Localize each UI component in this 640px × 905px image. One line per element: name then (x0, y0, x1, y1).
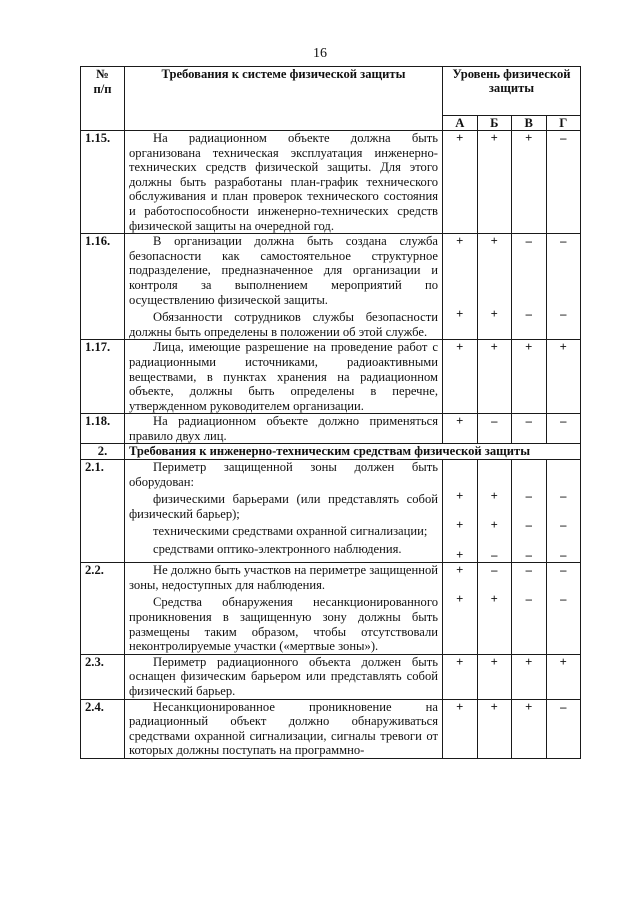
level-mark: + (490, 234, 498, 249)
level-mark: + (456, 518, 464, 533)
level-g-cell (546, 340, 581, 414)
header-level: Уровень физической защиты (443, 67, 581, 116)
level-b-cell (477, 460, 512, 563)
level-mark (482, 533, 508, 548)
header-number (81, 67, 125, 131)
table-row (81, 414, 581, 444)
level-a-cell (443, 563, 478, 655)
level-mark: – (560, 234, 567, 249)
level-v-cell (512, 699, 547, 758)
level-mark: – (525, 234, 532, 249)
section-number: 2. (81, 444, 125, 460)
level-mark: – (491, 563, 498, 578)
level-b-cell (477, 654, 512, 699)
level-mark: – (560, 489, 567, 504)
table-row (81, 340, 581, 414)
header-level-a: А (443, 116, 478, 131)
level-mark: + (456, 414, 464, 429)
requirement-paragraph: Средства обнаружения несанкционированного проникновения в защищенную зону должны быть размещены таким образом, чтобы отсутствовали неконтролируемые участки («мертвые зоны»). (129, 595, 438, 654)
requirement-paragraph: Периметр радиационного объекта должен быть оснащен физическим барьером или представлять собой физический барьер. (129, 654, 438, 698)
level-mark: – (525, 489, 532, 504)
level-mark (447, 578, 473, 593)
level-v-cell (512, 234, 547, 340)
row-number: 1.17. (81, 340, 125, 414)
level-mark (516, 578, 542, 593)
level-mark (516, 533, 542, 548)
level-mark (516, 263, 542, 278)
level-mark: + (490, 592, 498, 607)
header-number-text: № п/п (93, 67, 112, 96)
level-v-cell (512, 340, 547, 414)
level-b-cell (477, 563, 512, 655)
level-mark: – (560, 131, 567, 145)
level-mark (551, 293, 577, 308)
level-mark (482, 249, 508, 264)
level-mark: + (456, 547, 464, 562)
requirement-paragraph: Лица, имеющие разрешение на проведение работ с радиационными источниками, радиоактивными веществами, в пунктах хранения на радиационном объекте, должны быть определены в перечне, утвержденном руководителем организации. (129, 340, 438, 413)
level-a-cell (443, 654, 478, 699)
table-row (81, 131, 581, 234)
level-mark: – (491, 547, 498, 562)
level-g-cell (546, 234, 581, 340)
level-mark: + (559, 654, 567, 669)
page-number: 16 (313, 46, 327, 61)
level-g-cell (546, 414, 581, 444)
level-a-cell (443, 131, 478, 234)
level-mark: – (560, 518, 567, 533)
level-mark: + (525, 131, 533, 145)
level-mark (551, 460, 577, 475)
level-mark (447, 460, 473, 475)
level-mark (551, 249, 577, 264)
level-mark: – (560, 414, 567, 429)
requirement-paragraph: Обязанности сотрудников службы безопасности должны быть определены в положении об этой службе. (129, 310, 438, 339)
level-v-cell (512, 414, 547, 444)
level-mark: – (525, 547, 532, 562)
level-mark (551, 278, 577, 293)
level-mark: – (560, 592, 567, 607)
requirement-paragraph: техническими средствами охранной сигнализации; (153, 524, 428, 539)
level-mark (516, 475, 542, 490)
table-row (81, 563, 581, 655)
requirement-paragraph: В организации должна быть создана служба безопасности как самостоятельное структурное подразделение, предназначенное для организации и контроля за выполнением мероприятий по осуществлению физической защиты. (129, 234, 438, 307)
table-row (81, 654, 581, 699)
level-g-cell (546, 563, 581, 655)
level-mark: + (490, 340, 498, 355)
row-number: 1.18. (81, 414, 125, 444)
level-mark (551, 263, 577, 278)
level-mark (482, 263, 508, 278)
requirement-paragraph: На радиационном объекте должно применяться правило двух лиц. (129, 414, 438, 443)
level-mark: + (456, 340, 464, 355)
level-b-cell (477, 234, 512, 340)
requirement-paragraph: Периметр защищенной зоны должен быть оборудован: (129, 460, 438, 489)
level-mark (551, 578, 577, 593)
level-mark: + (525, 699, 533, 714)
level-mark: – (560, 307, 567, 322)
level-mark (551, 533, 577, 548)
level-mark: + (456, 131, 464, 145)
level-mark (516, 249, 542, 264)
level-mark: – (525, 563, 532, 578)
table-body-section-2 (81, 460, 581, 759)
level-mark (482, 460, 508, 475)
level-mark (447, 263, 473, 278)
level-a-cell (443, 699, 478, 758)
requirement-text (125, 654, 443, 699)
level-mark: + (456, 699, 464, 714)
level-mark: + (490, 131, 498, 145)
requirement-text (125, 131, 443, 234)
level-mark: + (559, 340, 567, 355)
level-mark (447, 475, 473, 490)
level-g-cell (546, 654, 581, 699)
requirement-text (125, 340, 443, 414)
level-mark (482, 475, 508, 490)
level-mark: + (456, 592, 464, 607)
level-a-cell (443, 460, 478, 563)
level-v-cell (512, 654, 547, 699)
level-v-cell (512, 131, 547, 234)
requirement-text (125, 563, 443, 655)
requirement-text (125, 699, 443, 758)
level-mark: – (560, 699, 567, 714)
level-mark (482, 293, 508, 308)
level-b-cell (477, 699, 512, 758)
level-mark (482, 504, 508, 519)
level-mark (482, 578, 508, 593)
level-g-cell (546, 699, 581, 758)
requirement-paragraph: физическими барьерами (или представлять собой физический барьер); (129, 492, 438, 521)
level-mark: + (525, 340, 533, 355)
level-mark (447, 504, 473, 519)
level-b-cell (477, 340, 512, 414)
level-mark: + (490, 489, 498, 504)
row-number: 1.16. (81, 234, 125, 340)
requirement-text (125, 234, 443, 340)
level-mark: + (490, 518, 498, 533)
level-g-cell (546, 460, 581, 563)
level-mark (447, 533, 473, 548)
header-level-b: Б (477, 116, 512, 131)
level-mark: + (456, 563, 464, 578)
row-number: 2.3. (81, 654, 125, 699)
level-mark: – (525, 307, 532, 322)
level-mark (447, 293, 473, 308)
level-mark (516, 278, 542, 293)
level-g-cell (546, 131, 581, 234)
level-mark: – (525, 414, 532, 429)
header-level-g: Г (546, 116, 581, 131)
level-mark (516, 460, 542, 475)
requirement-paragraph: Несанкционированное проникновение на радиационный объект должно обнаруживаться средствами охранной сигнализации, сигналы тревоги от которых должны поступать на программно- (129, 699, 438, 758)
section-title: Требования к инженерно-техническим средствам физической защиты (125, 444, 581, 460)
level-mark: + (490, 654, 498, 669)
requirements-table (80, 66, 581, 759)
requirement-paragraph: средствами оптико-электронного наблюдения. (153, 542, 402, 557)
row-number: 1.15. (81, 131, 125, 234)
requirement-text (125, 460, 443, 563)
level-mark (516, 504, 542, 519)
header-level-v: В (512, 116, 547, 131)
level-mark: – (525, 592, 532, 607)
level-mark: – (525, 518, 532, 533)
level-mark (516, 293, 542, 308)
requirement-text (125, 414, 443, 444)
table-row (81, 699, 581, 758)
section-heading-row (81, 444, 581, 460)
requirement-paragraph: На радиационном объекте должна быть организована техническая эксплуатация инженерно-технических средств физической защиты. Для этого должны быть разработаны план-график технического обслуживания и план проверок технического состояния и работоспособности инженерно-технических средств физической защиты на очередной год. (129, 131, 438, 233)
level-a-cell (443, 340, 478, 414)
level-mark: + (525, 654, 533, 669)
row-number: 2.4. (81, 699, 125, 758)
row-number: 2.2. (81, 563, 125, 655)
level-b-cell (477, 414, 512, 444)
level-mark: + (456, 654, 464, 669)
level-mark (482, 278, 508, 293)
level-mark: + (490, 699, 498, 714)
level-mark: – (560, 563, 567, 578)
level-mark: – (491, 414, 498, 429)
level-mark (551, 504, 577, 519)
table-row (81, 234, 581, 340)
table-body-section-1 (81, 131, 581, 444)
level-mark (447, 278, 473, 293)
level-mark: + (456, 307, 464, 322)
level-mark: + (456, 234, 464, 249)
level-a-cell (443, 234, 478, 340)
level-v-cell (512, 563, 547, 655)
level-mark (447, 249, 473, 264)
level-mark: + (490, 307, 498, 322)
level-mark: + (456, 489, 464, 504)
table-row (81, 460, 581, 563)
level-b-cell (477, 131, 512, 234)
requirement-paragraph: Не должно быть участков на периметре защищенной зоны, недоступных для наблюдения. (129, 563, 438, 592)
header-requirements: Требования к системе физической защиты (125, 67, 443, 131)
level-v-cell (512, 460, 547, 563)
row-number: 2.1. (81, 460, 125, 563)
level-a-cell (443, 414, 478, 444)
level-mark (551, 475, 577, 490)
level-mark: – (560, 547, 567, 562)
